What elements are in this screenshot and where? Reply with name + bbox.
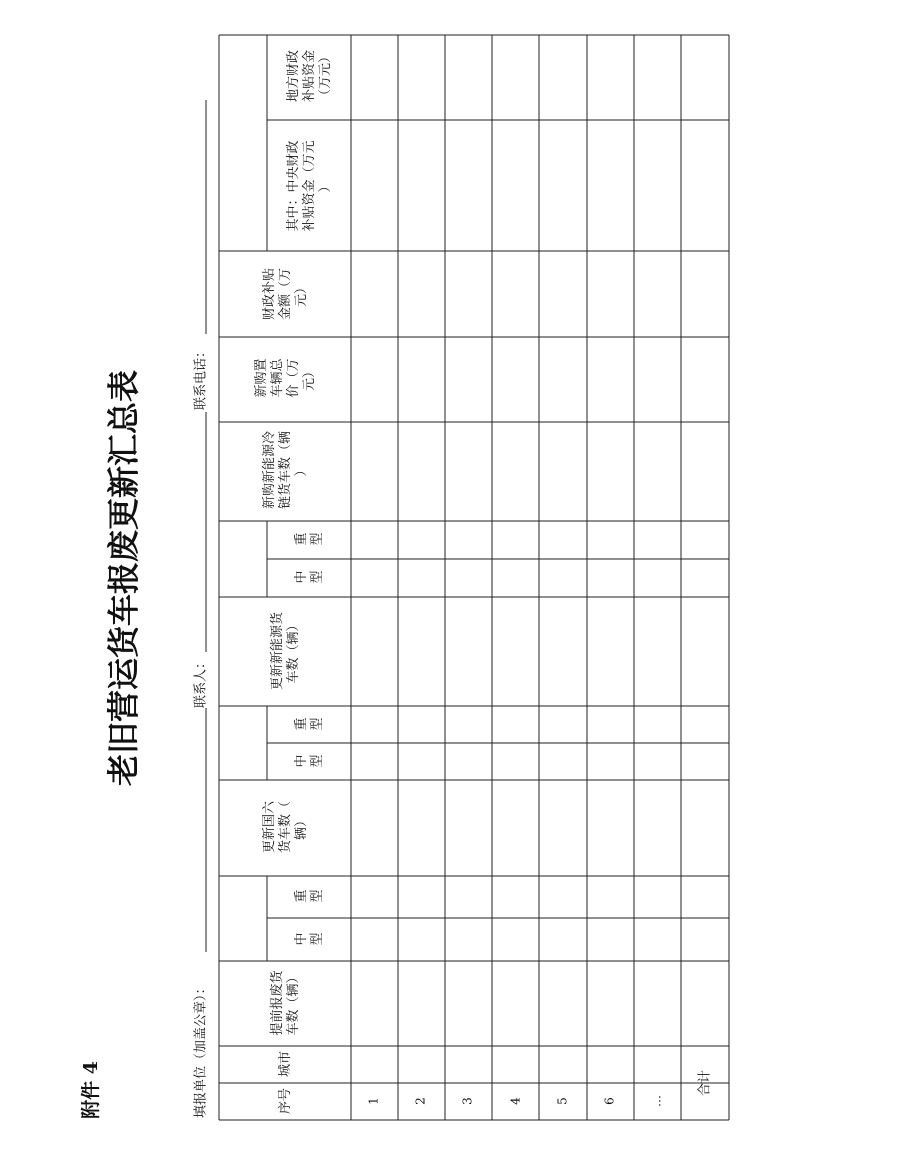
row-total-label: 合计: [697, 1069, 713, 1097]
header-nev-medium: 中型: [294, 570, 325, 584]
header-new-price: 新购置车辆总价（万元）: [254, 358, 317, 398]
row-seq-6: 6: [602, 1097, 617, 1105]
row-seq-2: 2: [413, 1097, 428, 1105]
table-header: [253, 50, 333, 1114]
header-seq: 序号: [278, 1087, 293, 1115]
header-early-scrap: 提前报废货车数（辆）: [270, 970, 301, 1036]
header-local-subsidy: 地方财政补贴资金（万元）: [286, 49, 333, 103]
row-seq-3: 3: [460, 1097, 475, 1105]
row-seq-4: 4: [508, 1097, 523, 1105]
header-central-subsidy: 其中：中央财政补贴资金（万元）: [286, 140, 333, 232]
header-subsidy: 财政补贴金额（万元）: [262, 267, 309, 321]
row-seq-ellipsis: …: [649, 1095, 664, 1107]
row-seq-1: 1: [366, 1097, 381, 1105]
header-nev: 更新新能源货车数（辆）: [270, 611, 301, 691]
document-title: 老旧营运货车报废更新汇总表: [104, 369, 143, 787]
header-city: 城市: [278, 1050, 293, 1078]
header-guo6-medium: 中型: [294, 754, 325, 768]
attachment-label: 附件 4: [80, 1061, 102, 1119]
header-early-scrap-medium: 中型: [294, 932, 325, 946]
header-nev-heavy: 重型: [294, 532, 325, 546]
header-nev-cold-chain: 新购新能源冷链货车数（辆）: [262, 430, 309, 510]
form-header: [193, 100, 209, 1118]
header-early-scrap-heavy: 重型: [294, 889, 325, 903]
contact-field-label: 联系人：: [193, 655, 209, 708]
unit-field-label: 填报单位（加盖公章）：: [193, 981, 209, 1118]
header-guo6: 更新国六货车数（辆）: [262, 800, 309, 854]
header-guo6-heavy: 重型: [294, 717, 325, 731]
summary-table: [219, 35, 729, 1120]
phone-field-label: 联系电话：: [193, 344, 209, 410]
row-seq-5: 5: [555, 1097, 570, 1105]
